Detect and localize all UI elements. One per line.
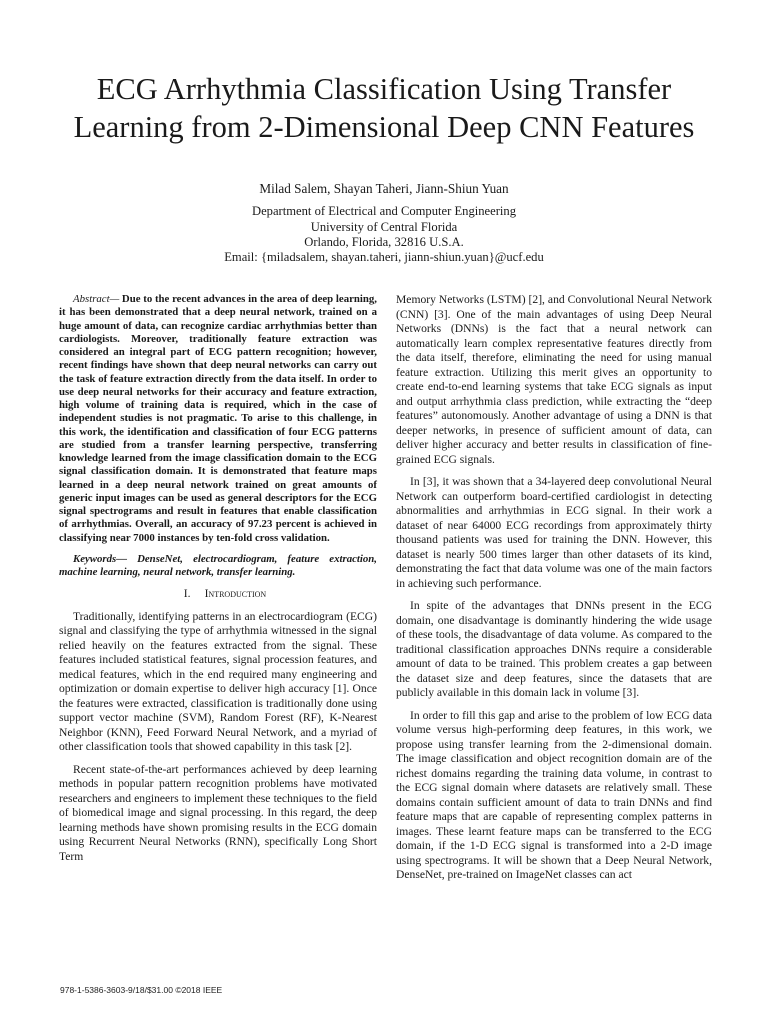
section-number: I. — [183, 587, 191, 601]
affiliation-university: University of Central Florida — [310, 219, 458, 234]
abstract — [59, 293, 377, 545]
section-title: Introduction — [204, 587, 267, 601]
right-column — [396, 293, 712, 891]
author-block — [40, 181, 728, 265]
title-line-1: ECG Arrhythmia Classification Using Transfer — [96, 72, 672, 106]
paper-title — [40, 70, 728, 146]
author-email: Email: {miladsalem, shayan.taheri, jiann-shiun.yuan}@ucf.edu — [224, 250, 544, 265]
author-names: Milad Salem, Shayan Taheri, Jiann-Shiun Yuan — [259, 181, 509, 196]
affiliation-location: Orlando, Florida, 32816 U.S.A. — [304, 234, 464, 249]
title-line-2: Learning from 2-Dimensional Deep CNN Features — [73, 110, 695, 144]
abstract-text: Due to the recent advances in the area of deep learning, it has been demonstrated that a deep neural network, trained on a huge amount of data, can recognize cardiac arrhythmias better than cardiologists. Moreover, traditionally feature extraction was considered an integral part of ECG pattern recognition; however, recent findings have shown that deep neural networks can carry out the task of feature extraction directly from the data itself. In order to use deep neural networks for their accuracy and feature extraction, high volume of training data is required, which in the case of independent studies is not pragmatic. To arise to this challenge, in this work, the identification and classification of four ECG patterns are studied from a transfer learning perspective, transferring knowledge learned from the image classification domain to the ECG signal classification domain. It is demonstrated that feature maps learned in a deep neural network trained on great amounts of generic input images can be used as general descriptors for the ECG signal spectrograms and result in features that enable classification of arrhythmias. Overall, an accuracy of 97.23 percent is achieved in classifying near 7000 instances by ten-fold cross validation. — [59, 293, 377, 544]
left-column — [59, 293, 377, 872]
paragraph: Recent state-of-the-art performances achieved by deep learning methods in popular pattern recognition problems have motivated researchers and engineers to implement these techniques to the field of biomedical image and signal processing. In this regard, the deep learning methods have shown promising results in the ECG domain using Recurrent Neural Networks (RNN), specifically Long Short Term — [59, 762, 377, 863]
paragraph: In spite of the advantages that DNNs present in the ECG domain, one disadvantage is dominantly hindering the wide usage of these tools, the disadvantage of data volume. As compared to the traditional classification approaches DNNs require a considerable amount of data to be trained. This problem creates a gap between the dataset size and deep features, since the datasets that are publicly available in this domain lack in volume [3]. — [396, 599, 712, 699]
affiliation-department: Department of Electrical and Computer Engineering — [251, 204, 517, 219]
paragraph: In order to fill this gap and arise to the problem of low ECG data volume versus high-performing deep features, in this work, we propose using transfer learning from the 2-dimensional domain. The image classification and object recognition domain are of the richest domains regarding the training data volume, in contrast to the ECG signal domain where datasets are relatively small. These domains contain sufficient amount of data to train DNNs and find feature maps that are capable of representing complex patterns in images. These learnt feature maps can be transferred to the ECG domain, if the 1-D ECG signal is transformed into a 2-D image using spectrograms. It will be shown that a Deep Neural Network, DenseNet, pre-trained on ImageNet classes can act — [396, 708, 712, 881]
copyright-footer: 978-1-5386-3603-9/18/$31.00 ©2018 IEEE — [60, 985, 223, 995]
abstract-label: Abstract— — [73, 293, 120, 305]
paragraph: In [3], it was shown that a 34-layered deep convolutional Neural Network can outperform board-certified cardiologist in detecting abnormalities and arrhythmias in ECG signal. In their work a dataset of near 64000 ECG recordings from approximately thirty thousand patients was used for training the DNN. However, this dataset is nearly 500 times larger than other datasets of its kind, demonstrating the fact that data volume was one of the main factors in achieving such performance. — [396, 475, 712, 590]
section-heading-introduction — [59, 587, 377, 602]
keywords-text: DenseNet, electrocardiogram, feature extraction, machine learning, neural network, transfer learning. — [59, 552, 377, 579]
paragraph: Traditionally, identifying patterns in an electrocardiogram (ECG) signal and classifying the type of arrhythmia witnessed in the signal relied heavily on the features extracted from the signal. These features included statistical features, signal procession features, and medical features, which in the end required many engineering and optimization or domain expertise to deliver high accuracy [1]. Once the features were extracted, classification is traditionally done using support vector machine (SVM), Random Forest (RF), K-Nearest Neighbor (KNN), Feed Forward Neural Network, and a myriad of other classification tools that showed capability in this task [2]. — [59, 609, 377, 754]
keywords — [59, 553, 377, 580]
keywords-label: Keywords— — [73, 552, 127, 565]
paragraph: Memory Networks (LSTM) [2], and Convolutional Neural Network (CNN) [3]. One of the main advantages of using Deep Neural Networks (DNNs) is the fact that a neural network can automatically learn complex representative features directly from the data itself, therefore, eliminating the need for using manual feature extraction. Utilizing this merit gives an opportunity to create end-to-end learning systems that take ECG signals as input and output arrhythmia class prediction, while extracting the “deep features” autonomously. Another advantage of using a DNN is that deeper networks, in presence of sufficient amount of data, can deliver higher accuracy and better results in classification of fine-grained ECG signals. — [396, 293, 712, 466]
